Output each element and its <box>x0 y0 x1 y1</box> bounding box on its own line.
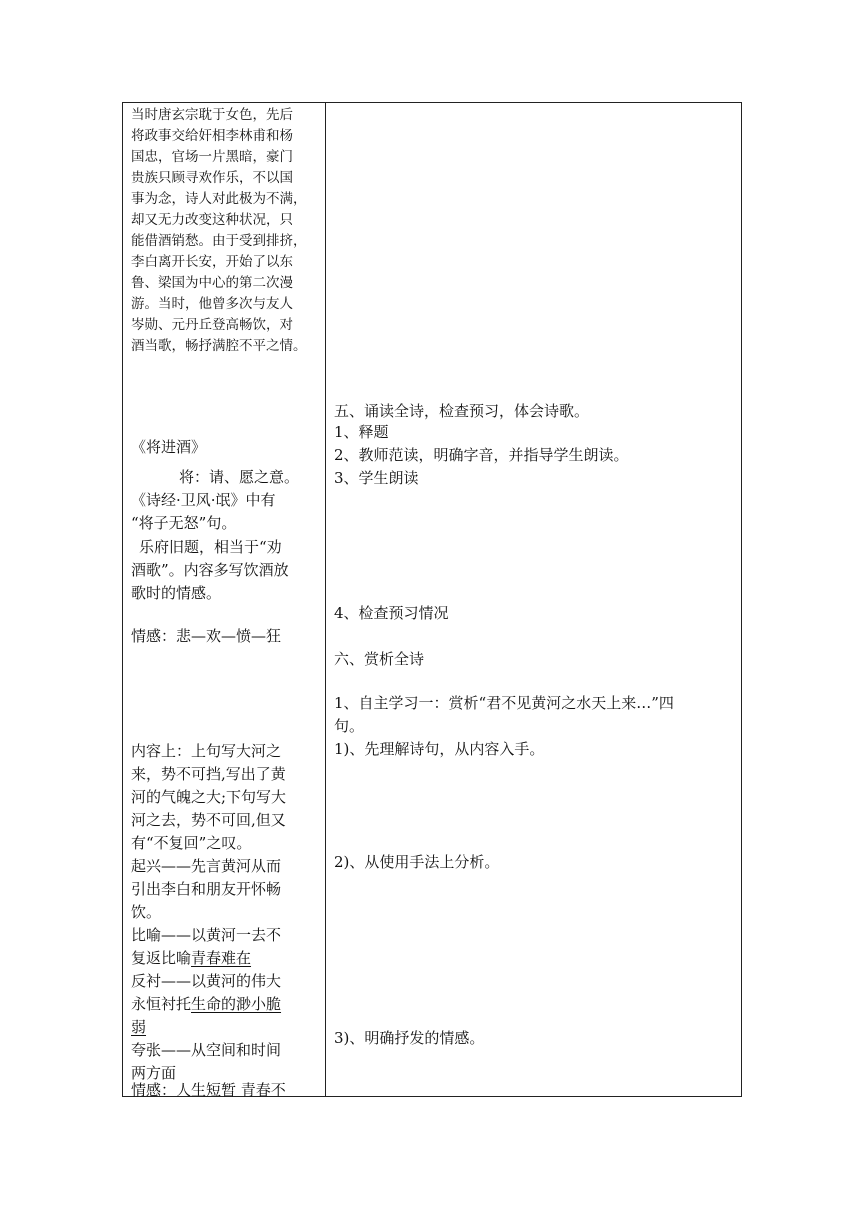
background-line: 鲁、梁国为中心的第二次漫 <box>131 275 293 291</box>
biyu-line: 比喻——以黄河一去不 <box>131 926 282 944</box>
fanchen-line: 反衬——以黄河的伟大 <box>131 972 282 990</box>
background-line: 酒当歌，畅抒满腔不平之情。 <box>131 338 307 354</box>
background-line: 当时唐玄宗耽于女色，先后 <box>131 107 293 123</box>
background-line: 岑勋、元丹丘登高畅饮，对 <box>131 317 293 333</box>
xingqi-line: 饮。 <box>131 903 162 921</box>
background-line: 李白离开长安，开始了以东 <box>131 254 293 270</box>
final-emotion-line: 情感：人生短暂 青春不 <box>131 1081 286 1099</box>
section6-heading: 六、赏析全诗 <box>334 650 425 668</box>
section5-item: 3、学生朗读 <box>334 469 419 487</box>
yuefu-line: 酒歌”。内容多写饮酒放 <box>131 561 289 579</box>
column-divider <box>325 103 326 1096</box>
background-line: 却又无力改变这种状况，只 <box>131 212 293 228</box>
background-line: 将政事交给奸相李林甫和杨 <box>131 128 293 144</box>
sub-step-1: 1)、先理解诗句，从内容入手。 <box>334 740 545 758</box>
xingqi-line: 引出李白和朋友开怀畅 <box>131 880 282 898</box>
step4-line: 4、检查预习情况 <box>334 604 449 622</box>
section5-item: 1、释题 <box>334 423 389 441</box>
kuazhang-line: 夸张——从空间和时间 <box>131 1041 282 1059</box>
biyu-line <box>131 947 251 969</box>
background-line: 国忠，官场一片黑暗，豪门 <box>131 149 293 165</box>
content-line: 来，势不可挡,写出了黄 <box>131 765 286 783</box>
content-line: 有“不复回”之叹。 <box>131 834 252 852</box>
emotion-summary: 情感：悲—欢—愤—狂 <box>131 627 282 645</box>
sub-step-2: 2)、从使用手法上分析。 <box>334 853 500 871</box>
study1-line: 1、自主学习一：赏析“君不见黄河之水天上来…”四 <box>334 694 674 712</box>
yuefu-line: 歌时的情感。 <box>131 584 222 602</box>
biyu-prefix: 复返比喻 <box>131 949 192 967</box>
xingqi-line: 起兴——先言黄河从而 <box>131 857 282 875</box>
fanchen-line <box>131 993 281 1015</box>
poem-title: 《将进酒》 <box>131 438 207 456</box>
background-line: 贵族只顾寻欢作乐，不以国 <box>131 170 293 186</box>
section5-item: 2、教师范读，明确字音，并指导学生朗读。 <box>334 446 629 464</box>
explain-line: 《诗经·卫风·氓》中有 <box>131 491 276 509</box>
background-line: 事为念，诗人对此极为不满， <box>131 191 307 207</box>
study1-line: 句。 <box>334 717 365 735</box>
biyu-underlined: 青春难在 <box>191 949 252 967</box>
background-line: 游。当时，他曾多次与友人 <box>131 296 293 312</box>
fanchen-underlined: 生命的渺小脆 <box>191 995 282 1013</box>
explain-line: 将：请、愿之意。 <box>179 468 300 486</box>
background-line: 能借酒销愁。由于受到排挤， <box>131 233 307 249</box>
kuazhang-line: 两方面 <box>131 1064 177 1082</box>
sub-step-3: 3)、明确抒发的情感。 <box>334 1029 485 1047</box>
content-line: 河之去，势不可回,但又 <box>131 811 286 829</box>
content-line: 内容上：上句写大河之 <box>131 742 282 760</box>
fanchen-prefix: 永恒衬托 <box>131 995 192 1013</box>
content-line: 河的气魄之大;下句写大 <box>131 788 287 806</box>
section5-heading: 五、诵读全诗，检查预习，体会诗歌。 <box>334 402 590 420</box>
explain-line: “将子无怒”句。 <box>131 514 237 532</box>
yuefu-line: 乐府旧题，相当于“劝 <box>139 538 282 556</box>
fanchen-underlined-tail: 弱 <box>131 1018 147 1036</box>
lesson-table <box>122 102 742 1097</box>
